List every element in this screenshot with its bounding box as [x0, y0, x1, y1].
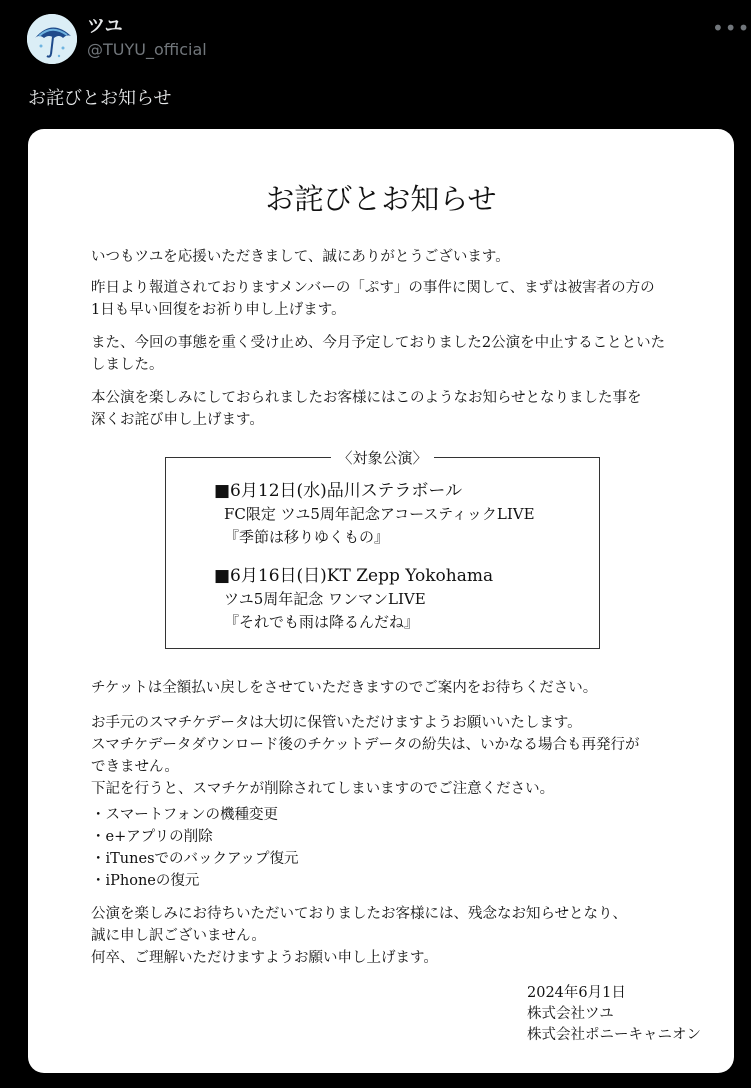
text-line: 公演を楽しみにお待ちいただいておりましたお客様には、残念なお知らせとなり、	[91, 906, 628, 922]
more-dots-icon[interactable]: •••	[712, 16, 751, 40]
performance-item	[214, 480, 535, 549]
text-line: 深くお詫び申し上げます。	[91, 412, 264, 428]
user-handle[interactable]: @TUYU_official	[87, 40, 207, 59]
text-line: 1日も早い回復をお祈り申し上げます。	[91, 302, 346, 318]
text-line: お手元のスマチケデータは大切に保管いただけますようお願いいたします。	[91, 715, 582, 731]
text-line: 誠に申し訳ございません。	[91, 928, 266, 944]
bullet-list	[91, 804, 299, 892]
list-item: ・スマートフォンの機種変更	[91, 807, 279, 823]
notice-paragraph	[91, 712, 640, 800]
performance-title: ツユ5周年記念 ワンマンLIVE	[224, 590, 426, 608]
document-title: お詫びとお知らせ	[265, 182, 497, 216]
list-item: ・iTunesでのバックアップ復元	[91, 851, 299, 867]
performance-subtitle: 『それでも雨は降るんだね』	[224, 613, 420, 631]
signature-company: 株式会社ポニーキャニオン	[527, 1027, 701, 1043]
avatar[interactable]	[27, 14, 77, 64]
text-line: また、今回の事態を重く受け止め、今月予定しておりました2公演を中止することといた	[91, 335, 666, 351]
intro-paragraph-4	[91, 387, 642, 431]
text-line: チケットは全額払い戻しをさせていただきますのでご案内をお待ちください。	[91, 680, 598, 696]
attached-image[interactable]	[28, 129, 734, 1073]
text-line: しました。	[91, 357, 164, 373]
intro-paragraph-2	[91, 277, 655, 321]
performance-title: FC限定 ツユ5周年記念アコースティックLIVE	[224, 505, 535, 523]
list-item: ・iPhoneの復元	[91, 873, 200, 889]
text-line: 昨日より報道されておりますメンバーの「ぷす」の事件に関して、まずは被害者の方の	[91, 280, 655, 296]
performance-box	[165, 449, 600, 649]
display-name[interactable]: ツユ	[87, 16, 123, 37]
signature-date: 2024年6月1日	[527, 985, 626, 1001]
intro-paragraph-3	[91, 332, 665, 376]
box-title-text: 〈対象公演〉	[331, 449, 433, 467]
umbrella-logo-icon	[27, 14, 77, 64]
text-line: いつもツユを応援いただきまして、誠にありがとうございます。	[91, 249, 510, 265]
intro-paragraph-1	[91, 246, 510, 268]
refund-paragraph	[91, 677, 597, 699]
signature-company: 株式会社ツユ	[527, 1006, 614, 1022]
text-line: できません。	[91, 759, 179, 775]
performance-subtitle: 『季節は移りゆくもの』	[224, 528, 390, 546]
list-item: ・e+アプリの削除	[91, 829, 213, 845]
text-line: 本公演を楽しみにしておられましたお客様にはこのようなお知らせとなりました事を	[91, 390, 642, 406]
text-line: スマチケデータダウンロード後のチケットデータの紛失は、いかなる場合も再発行が	[91, 737, 640, 753]
performance-item	[214, 565, 493, 634]
signature-block	[527, 983, 701, 1046]
text-line: 下記を行うと、スマチケが削除されてしまいますのでご注意ください。	[91, 781, 555, 797]
closing-paragraph	[91, 903, 627, 969]
tweet-text: お詫びとお知らせ	[28, 88, 172, 109]
box-title	[166, 447, 599, 468]
performance-date-venue: ■6月16日(日)KT Zepp Yokohama	[214, 566, 494, 586]
performance-date-venue: ■6月12日(水)品川ステラボール	[214, 481, 463, 501]
text-line: 何卒、ご理解いただけますようお願い申し上げます。	[91, 950, 438, 966]
